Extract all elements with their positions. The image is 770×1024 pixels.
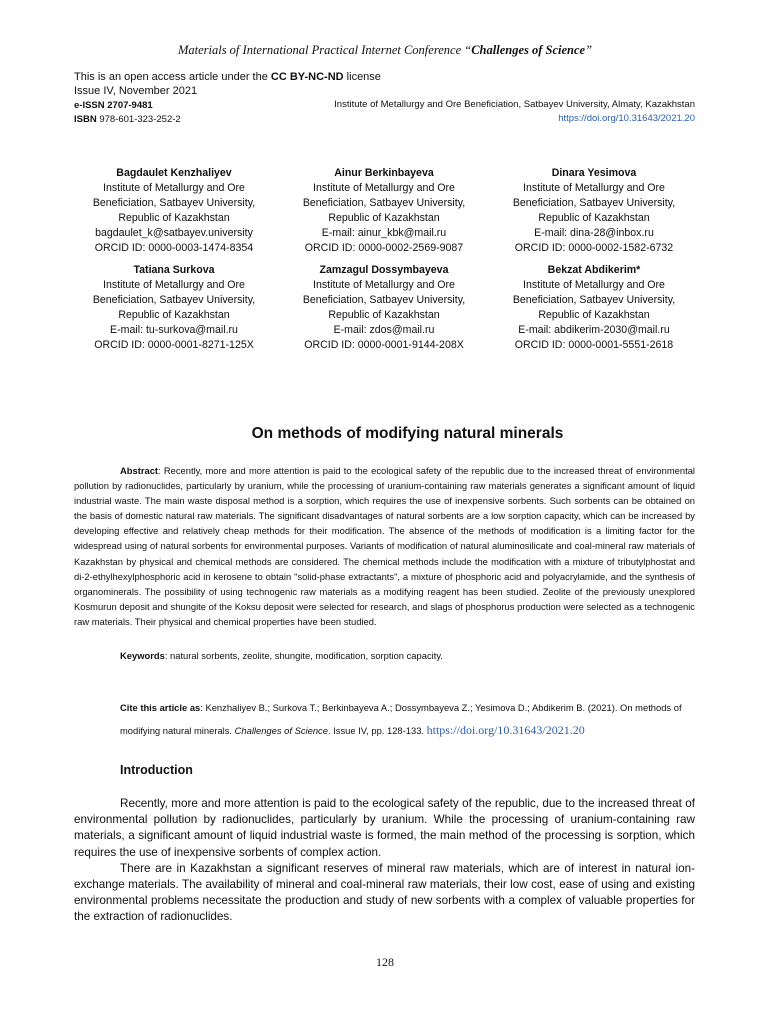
author-affiliation: Institute of Metallurgy and Ore bbox=[103, 182, 245, 194]
author-country: Republic of Kazakhstan bbox=[538, 212, 650, 224]
author-affiliation: Beneficiation, Satbayev University, bbox=[92, 197, 256, 209]
author-affiliation: Institute of Metallurgy and Ore bbox=[313, 182, 455, 194]
introduction-body bbox=[74, 796, 695, 926]
author-email[interactable]: E-mail: zdos@mail.ru bbox=[333, 324, 435, 336]
abstract bbox=[74, 463, 695, 629]
cite-doi-link[interactable]: https://doi.org/10.31643/2021.20 bbox=[426, 723, 585, 737]
author-orcid: ORCID ID: 0000-0001-9144-208X bbox=[304, 339, 464, 351]
author-affiliation: Beneficiation, Satbayev University, bbox=[512, 294, 676, 306]
abstract-indent bbox=[74, 465, 120, 476]
author-country: Republic of Kazakhstan bbox=[328, 309, 440, 321]
page-number: 128 bbox=[376, 955, 394, 969]
author-name: Tatiana Surkova bbox=[133, 264, 215, 276]
author-email[interactable]: E-mail: ainur_kbk@mail.ru bbox=[321, 227, 447, 239]
isbn-line bbox=[74, 113, 181, 127]
conference-name: Challenges of Science bbox=[471, 43, 586, 57]
author-affiliation: Institute of Metallurgy and Ore bbox=[103, 279, 245, 291]
cite-pages: . Issue IV, pp. 128-133. bbox=[327, 725, 427, 736]
article-title: On methods of modifying natural minerals bbox=[251, 425, 564, 442]
author-row bbox=[74, 166, 694, 256]
institute-line: Institute of Metallurgy and Ore Beneficiation, Satbayev University, Almaty, Kazakhstan bbox=[334, 99, 695, 110]
license-prefix: This is an open access article under the bbox=[74, 71, 271, 83]
section-heading-introduction: Introduction bbox=[120, 763, 193, 777]
author-card bbox=[494, 166, 694, 256]
author-orcid: ORCID ID: 0000-0003-1474-8354 bbox=[94, 242, 254, 254]
paragraph: There are in Kazakhstan a significant reserves of mineral raw materials, which are of interest in natural ion-exchange materials. The availability of mineral and coal-mineral raw materials, their low cost, ease of using and existing environmental problems necessitate the production and study of new sorbents with a complex of valuable properties for the extraction of radionuclides. bbox=[74, 861, 695, 924]
abstract-text: : Recently, more and more attention is paid to the ecological safety of the republic due to the increased threat of environmental pollution by radionuclides, particularly by uranium, while the processing of uranium-containing raw materials generates a significant amount of liquid industrial waste. The main waste disposal method is a sorption, which requires the use of inexpensive sorbents. Such sorbents can be obtained on the basis of domestic natural raw materials. The significant disadvantages of natural sorbents are a low sorption capacity, which can be increased by developing effective and relatively cheap methods for their modification. The absence of the methods of modification is a limiting factor for the widespread using of natural sorbents for environmental purposes. Variants of modification of natural aluminosilicate and coal-mineral raw materials of Kazakhstan by physical and chemical methods are considered. The chemical methods include the modification with a mixture of tributylphostat and di-2-ethylhexylphosphoric acid in kerosene to obtain "solid-phase extractants", a mixture of phosphoric acid and polyacrylamide, and the synthesis of organominerals. The possibility of using technogenic raw materials as a modifying reagent has been studied. Zeolite of the previously unexplored Kosmurun deposit and shungite of the Koksu deposit were selected for research, and slags of phosphorus production were selected as a technogenic raw materials. Their physical and chemical properties have been studied. bbox=[74, 465, 695, 627]
conference-name-prefix: Materials of International Practical Internet Conference “ bbox=[177, 43, 472, 57]
isbn-label: ISBN bbox=[74, 114, 97, 125]
author-affiliation: Beneficiation, Satbayev University, bbox=[302, 294, 466, 306]
author-email[interactable]: E-mail: tu-surkova@mail.ru bbox=[110, 324, 238, 336]
author-orcid: ORCID ID: 0000-0002-1582-6732 bbox=[514, 242, 674, 254]
author-block bbox=[74, 166, 694, 360]
author-affiliation: Beneficiation, Satbayev University, bbox=[92, 294, 256, 306]
author-orcid: ORCID ID: 0000-0001-8271-125X bbox=[94, 339, 254, 351]
eissn: e-ISSN 2707-9481 bbox=[74, 100, 153, 111]
issue-line: Issue IV, November 2021 bbox=[74, 85, 198, 97]
author-country: Republic of Kazakhstan bbox=[328, 212, 440, 224]
abstract-label: Abstract bbox=[120, 465, 159, 476]
conference-name-suffix: ” bbox=[585, 43, 593, 57]
author-country: Republic of Kazakhstan bbox=[538, 309, 650, 321]
isbn-value: 978-601-323-252-2 bbox=[96, 114, 181, 125]
author-affiliation: Institute of Metallurgy and Ore bbox=[523, 182, 665, 194]
author-name: Bekzat Abdikerim* bbox=[547, 264, 641, 276]
license-suffix: license bbox=[343, 71, 381, 83]
author-country: Republic of Kazakhstan bbox=[118, 212, 230, 224]
author-name: Dinara Yesimova bbox=[551, 167, 637, 179]
author-email[interactable]: E-mail: abdikerim-2030@mail.ru bbox=[518, 324, 670, 336]
author-country: Republic of Kazakhstan bbox=[118, 309, 230, 321]
author-orcid: ORCID ID: 0000-0002-2569-9087 bbox=[304, 242, 464, 254]
author-name: Ainur Berkinbayeva bbox=[334, 167, 434, 179]
author-email[interactable]: E-mail: dina-28@inbox.ru bbox=[534, 227, 654, 239]
license-line bbox=[74, 70, 381, 84]
author-card bbox=[284, 166, 484, 256]
author-row bbox=[74, 263, 694, 353]
author-affiliation: Institute of Metallurgy and Ore bbox=[313, 279, 455, 291]
license-link[interactable]: CC BY-NC-ND bbox=[270, 71, 344, 83]
author-name: Bagdaulet Kenzhaliyev bbox=[116, 167, 232, 179]
author-affiliation: Institute of Metallurgy and Ore bbox=[523, 279, 665, 291]
author-affiliation: Beneficiation, Satbayev University, bbox=[512, 197, 676, 209]
cite-label: Cite this article as bbox=[120, 702, 201, 713]
author-card bbox=[284, 263, 484, 353]
paragraph: Recently, more and more attention is paid to the ecological safety of the republic, due to the increased threat of environmental pollution by radionuclides, particularly by uranium. While the processing of uranium-containing raw materials, a significant amount of liquid industrial waste is formed, the main method of the processing is sorption, which requires the use of inexpensive sorbents of complex action. bbox=[74, 797, 695, 859]
citation-block bbox=[120, 697, 695, 742]
cite-text: : Kenzhaliyev B.; Surkova T.; Berkinbayeva A.; Dossymbayeva Z.; Yesimova D.; Abdikerim B. (2021). On methods of modifying natural minerals. bbox=[120, 702, 682, 736]
doi-link[interactable]: https://doi.org/10.31643/2021.20 bbox=[558, 113, 695, 124]
keywords-text: : natural sorbents, zeolite, shungite, modification, sorption capacity. bbox=[164, 650, 443, 661]
keywords-line bbox=[120, 650, 443, 661]
author-card bbox=[74, 166, 274, 256]
cite-journal: Challenges of Science bbox=[234, 725, 328, 736]
author-affiliation: Beneficiation, Satbayev University, bbox=[302, 197, 466, 209]
author-orcid: ORCID ID: 0000-0001-5551-2618 bbox=[514, 339, 674, 351]
author-name: Zamzagul Dossymbayeva bbox=[319, 264, 449, 276]
author-email[interactable]: bagdaulet_k@satbayev.university bbox=[95, 227, 253, 239]
running-header bbox=[0, 43, 770, 58]
keywords-label: Keywords bbox=[120, 650, 165, 661]
author-card bbox=[494, 263, 694, 353]
eissn-line bbox=[74, 99, 153, 113]
author-card bbox=[74, 263, 274, 353]
